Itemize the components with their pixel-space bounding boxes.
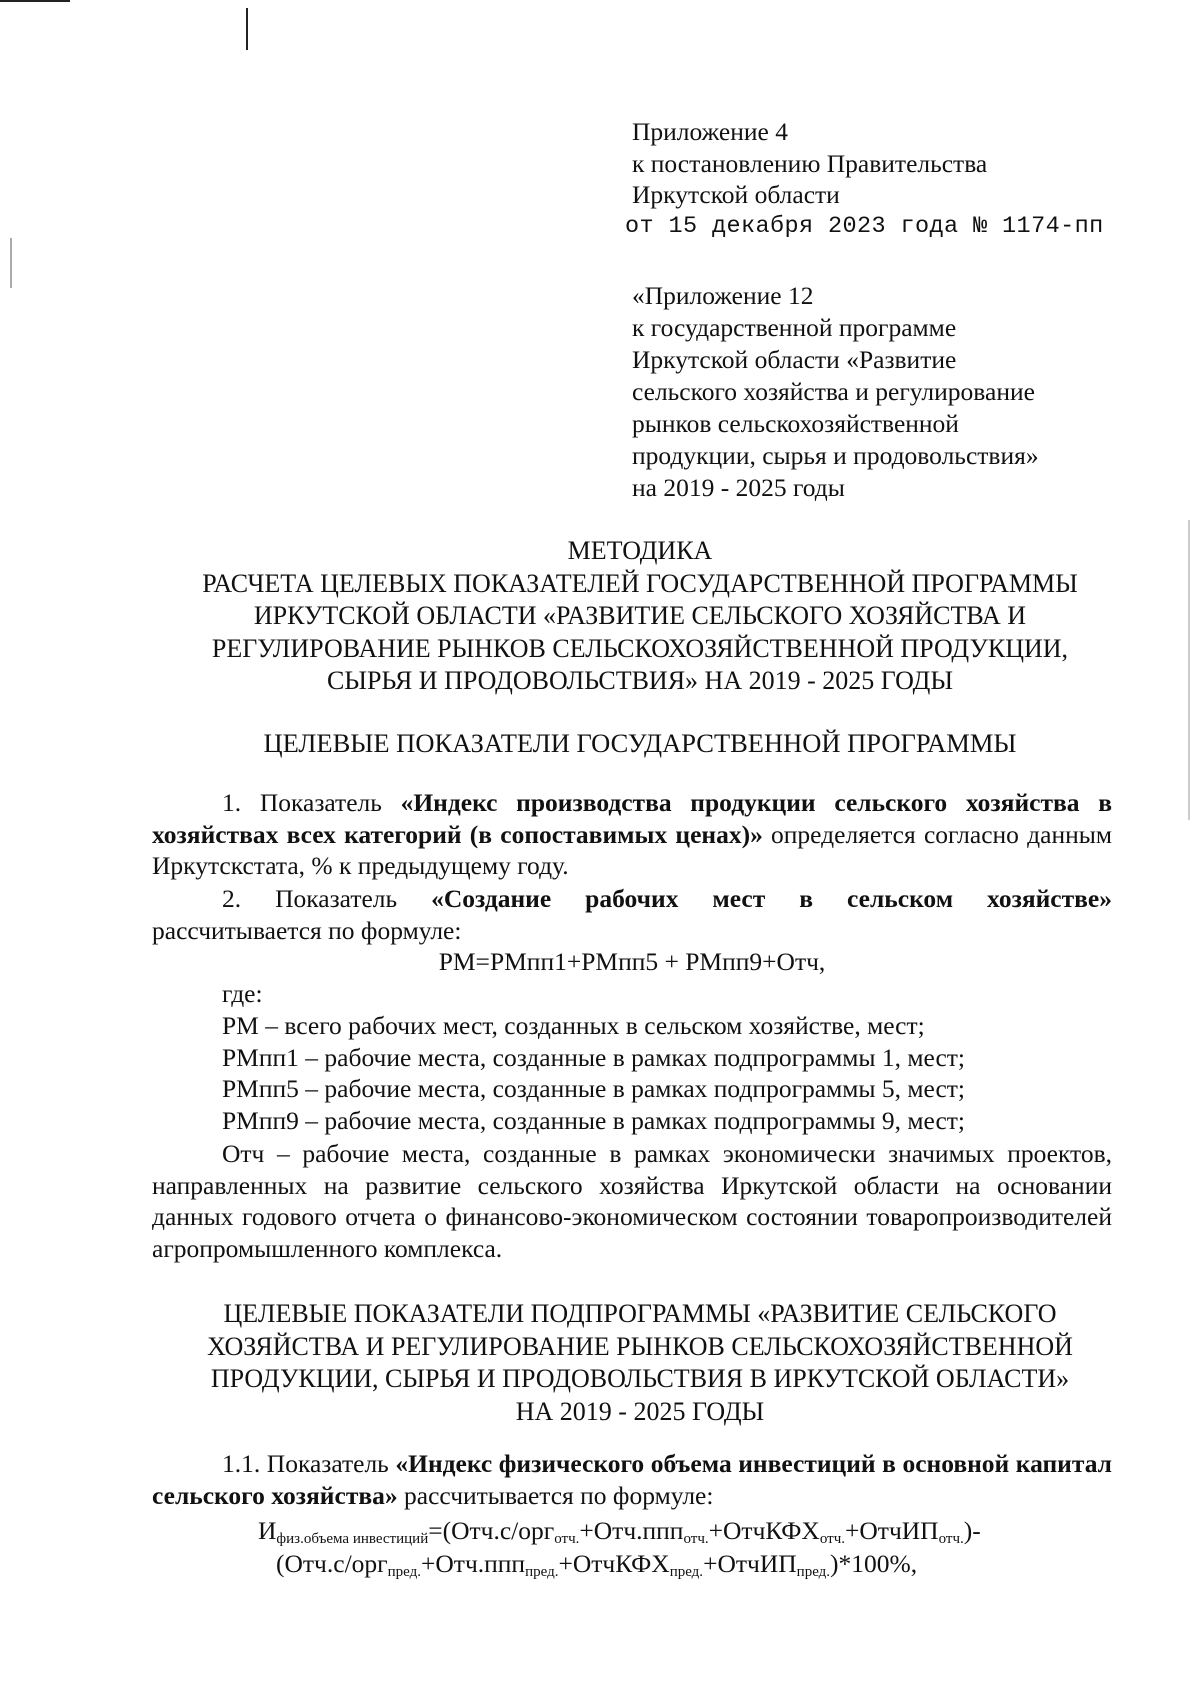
scan-mark bbox=[10, 238, 12, 288]
para-suffix: рассчитывается по формуле: bbox=[397, 1480, 714, 1510]
formula-subscript: отч. bbox=[819, 1531, 845, 1547]
formula-investment-line-1 bbox=[258, 1515, 981, 1547]
para-prefix: 1. Показатель bbox=[222, 788, 401, 817]
formula-subscript: физ.объема инвестиций bbox=[276, 1531, 429, 1547]
formula-subscript: отч. bbox=[683, 1531, 709, 1547]
formula-subscript: пред. bbox=[796, 1564, 831, 1580]
title-line: РЕГУЛИРОВАНИЕ РЫНКОВ СЕЛЬСКОХОЗЯЙСТВЕННОЙ ПРОДУКЦИИ, bbox=[211, 633, 1069, 663]
indicator-name: «Индекс производства продукции сельского хозяйства в хозяйствах всех категорий (в сопоставимых ценах)» bbox=[152, 788, 1112, 849]
paragraph-indicator-2-cont bbox=[152, 915, 1112, 947]
scan-mark bbox=[246, 8, 248, 50]
appendix-line: к государственной программе bbox=[632, 313, 957, 342]
definition-where: где: bbox=[222, 979, 263, 1008]
document-title bbox=[140, 535, 1140, 698]
paragraph-indicator-1 bbox=[152, 787, 1112, 882]
paragraph-indicator-2 bbox=[152, 883, 1112, 915]
appendix-line: рынков сельскохозяйственной bbox=[632, 409, 959, 438]
definition-item: РМпп5 – рабочие места, созданные в рамках подпрограммы 5, мест; bbox=[222, 1074, 966, 1103]
heading-line: ХОЗЯЙСТВА И РЕГУЛИРОВАНИЕ РЫНКОВ СЕЛЬСКОХОЗЯЙСТВЕННОЙ bbox=[207, 1331, 1073, 1361]
paragraph-text: Отч – рабочие места, созданные в рамках экономически значимых проектов, направленных на развитие сельского хозяйства Иркутской области на основании данных годового отчета о финансово-экономическом состоянии товаропроизводителей агропромышленного комплекса. bbox=[152, 1139, 1112, 1263]
formula-term: =(Отч.с/орг bbox=[428, 1516, 555, 1545]
para-suffix: определяется согласно данным Иркутскстата, % к предыдущему году. bbox=[152, 819, 1113, 880]
appendix-12-header bbox=[632, 280, 1152, 504]
formula-term: +ОтчКФХ bbox=[558, 1549, 670, 1578]
formula-subscript: отч. bbox=[938, 1531, 964, 1547]
indicator-name: «Индекс физического объема инвестиций в основной капитал сельского хозяйства» bbox=[152, 1449, 1112, 1510]
title-line: РАСЧЕТА ЦЕЛЕВЫХ ПОКАЗАТЕЛЕЙ ГОСУДАРСТВЕННОЙ ПРОГРАММЫ bbox=[202, 568, 1078, 598]
paragraph-otch bbox=[152, 1138, 1112, 1264]
formula-term: (Отч.с/орг bbox=[276, 1549, 388, 1578]
formula-subscript: пред. bbox=[525, 1564, 559, 1580]
indicator-name: «Создание рабочих мест в сельском хозяйстве» bbox=[431, 884, 1112, 913]
scan-mark bbox=[0, 0, 70, 2]
para-line: рассчитывается по формуле: bbox=[152, 916, 462, 945]
formula-term: +Отч.ппп bbox=[579, 1516, 684, 1545]
heading-line: ПРОДУКЦИИ, СЫРЬЯ И ПРОДОВОЛЬСТВИЯ В ИРКУТСКОЙ ОБЛАСТИ» bbox=[210, 1364, 1070, 1393]
appendix-line: на 2019 - 2025 годы bbox=[632, 473, 845, 502]
heading-line: НА 2019 - 2025 ГОДЫ bbox=[515, 1396, 765, 1426]
formula-term: )*100%, bbox=[830, 1549, 918, 1578]
appendix-line: к постановлению Правительства bbox=[632, 148, 988, 178]
appendix-line: Иркутской области bbox=[632, 180, 840, 209]
formula-subscript: пред. bbox=[669, 1564, 704, 1580]
formula-subscript: пред. bbox=[387, 1564, 421, 1580]
formula-symbol: И bbox=[258, 1516, 277, 1545]
para-prefix: 2. Показатель bbox=[222, 884, 432, 913]
formula-term: +ОтчКФХ bbox=[708, 1516, 820, 1545]
formula-investment-line-2 bbox=[276, 1548, 917, 1580]
appendix-line: сельского хозяйства и регулирование bbox=[632, 377, 1035, 406]
title-line: СЫРЬЯ И ПРОДОВОЛЬСТВИЯ» НА 2019 - 2025 ГОДЫ bbox=[326, 666, 954, 695]
formula-term: +Отч.ппп bbox=[421, 1549, 526, 1578]
scan-mark bbox=[1188, 520, 1190, 820]
section-heading: ЦЕЛЕВЫЕ ПОКАЗАТЕЛИ ГОСУДАРСТВЕННОЙ ПРОГРАММЫ bbox=[263, 728, 1017, 758]
formula-term: )- bbox=[963, 1516, 981, 1545]
appendix-line: «Приложение 12 bbox=[632, 281, 814, 310]
appendix-decree-stamp: от 15 декабря 2023 года № 1174-пп bbox=[625, 212, 1104, 240]
formula-term: +ОтчИП bbox=[703, 1549, 797, 1578]
formula-term: +ОтчИП bbox=[845, 1516, 939, 1545]
subprogram-heading bbox=[140, 1298, 1140, 1428]
appendix-line: Приложение 4 bbox=[632, 117, 788, 146]
formula-subscript: отч. bbox=[554, 1531, 580, 1547]
paragraph-indicator-1-1 bbox=[152, 1448, 1112, 1511]
appendix-header bbox=[625, 116, 1152, 242]
appendix-line: Иркутской области «Развитие bbox=[632, 345, 957, 374]
title-line: ИРКУТСКОЙ ОБЛАСТИ «РАЗВИТИЕ СЕЛЬСКОГО ХОЗЯЙСТВА И bbox=[253, 601, 1027, 630]
definition-item: РМпп1 – рабочие места, созданные в рамках подпрограммы 1, мест; bbox=[222, 1042, 966, 1072]
definitions-list bbox=[222, 1010, 1112, 1136]
formula-jobs: РМ=РМпп1+РМпп5 + РМпп9+Отч, bbox=[438, 947, 826, 976]
appendix-line: продукции, сырья и продовольствия» bbox=[632, 441, 1039, 470]
heading-line: ЦЕЛЕВЫЕ ПОКАЗАТЕЛИ ПОДПРОГРАММЫ «РАЗВИТИЕ СЕЛЬСКОГО bbox=[223, 1299, 1057, 1328]
definition-item: РМ – всего рабочих мест, созданных в сельском хозяйстве, мест; bbox=[222, 1011, 925, 1040]
title-line: МЕТОДИКА bbox=[567, 536, 713, 565]
para-prefix: 1.1. Показатель bbox=[222, 1449, 396, 1478]
definition-item: РМпп9 – рабочие места, созданные в рамках подпрограммы 9, мест; bbox=[222, 1105, 966, 1135]
